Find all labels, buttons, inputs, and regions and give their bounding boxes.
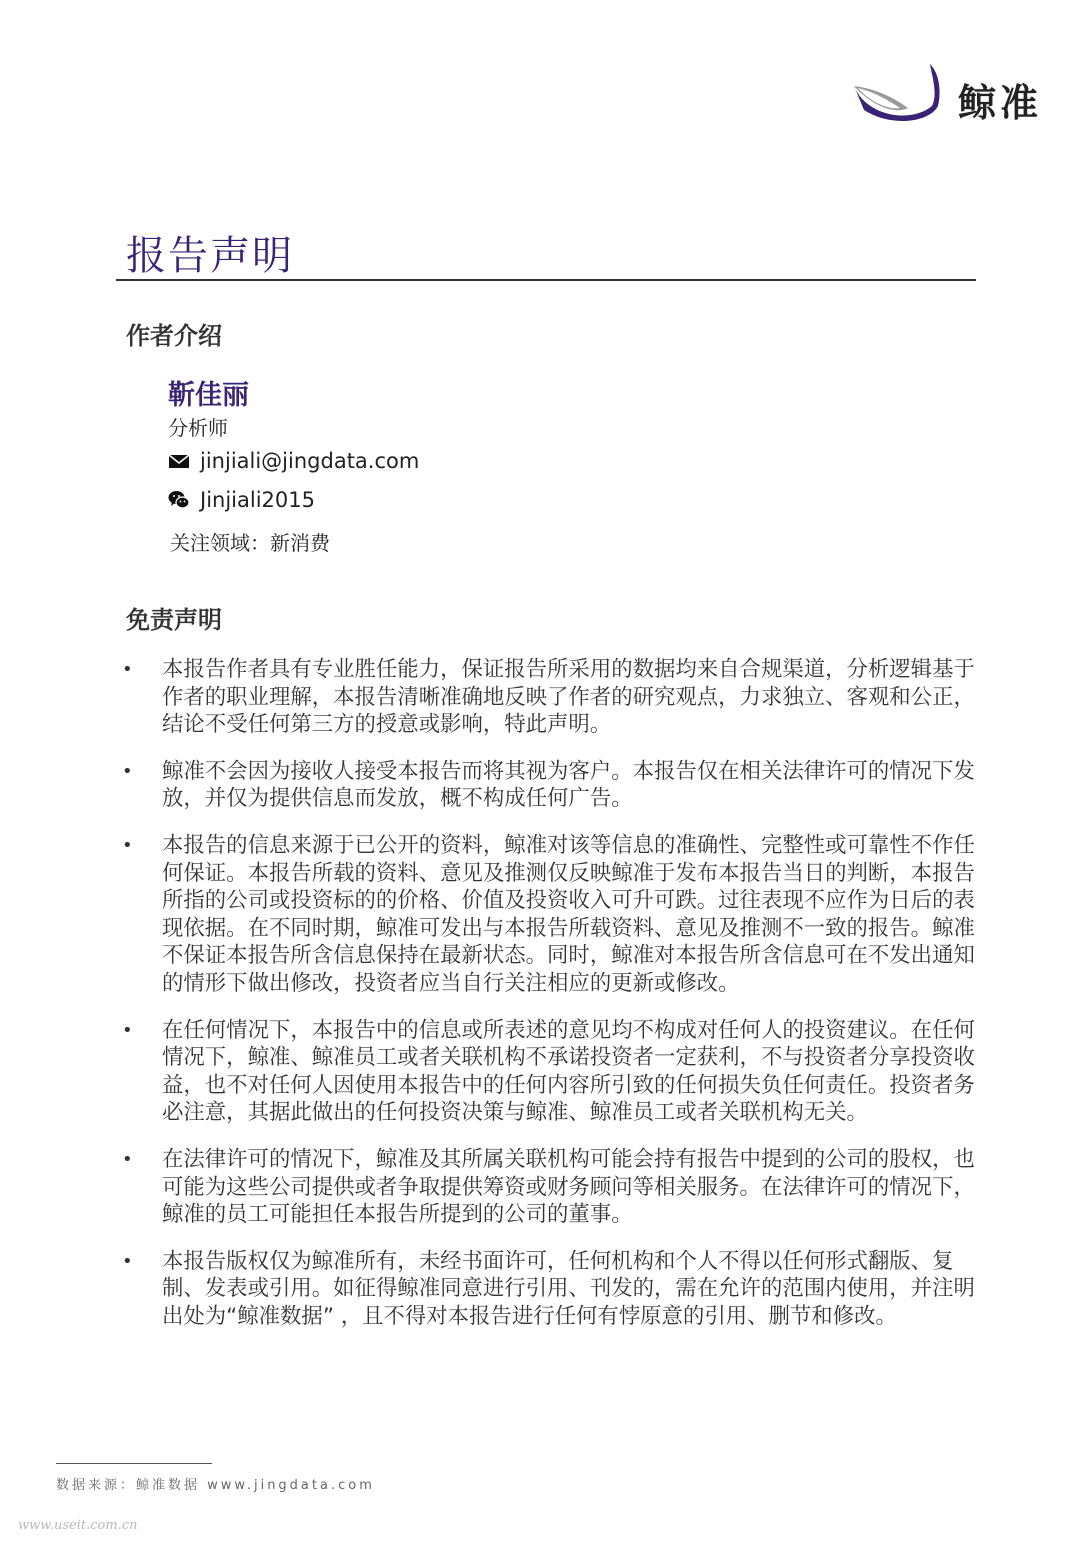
disclaimer-text: 本报告的信息来源于已公开的资料，鲸准对该等信息的准确性、完整性或可靠性不作任何保证。本报告所载的资料、意见及推测仅反映鲸准于发布本报告当日的判断，本报告所指的公司或投资标的的价格、价值及投资收入可升可跌。过往表现不应作为日后的表现依据。在不同时期，鲸准可发出与本报告所载资料、意见及推测不一致的报告。鲸准不保证本报告所含信息保持在最新状态。同时，鲸准对本报告所含信息可在不发出通知的情形下做出修改，投资者应当自行关注相应的更新或修改。 [162, 832, 975, 996]
whale-icon [852, 58, 952, 128]
disclaimer-text: 本报告作者具有专业胜任能力，保证报告所采用的数据均来自合规渠道，分析逻辑基于作者的职业理解，本报告清晰准确地反映了作者的研究观点，力求独立、客观和公正，结论不受任何第三方的授意或影响，特此声明。 [162, 657, 975, 738]
author-name: 靳佳丽 [168, 380, 249, 411]
author-wechat: Jinjiali2015 [200, 488, 315, 512]
wechat-icon [168, 489, 190, 511]
disclaimer-section-heading: 免责声明 [126, 606, 222, 634]
disclaimer-text: 本报告版权仅为鲸准所有，未经书面许可，任何机构和个人不得以任何形式翻版、复制、发表或引用。如征得鲸准同意进行引用、刊发的，需在允许的范围内使用，并注明出处为“鲸准数据” ，且不得对本报告进行任何有悖原意的引用、删节和修改。 [162, 1248, 975, 1329]
bullet-dot: • [122, 834, 133, 856]
bullet-dot: • [122, 1250, 133, 1272]
list-item [116, 1017, 976, 1127]
brand-logo [852, 58, 1052, 128]
list-item [116, 656, 976, 739]
list-item [116, 832, 976, 998]
bullet-dot: • [122, 1148, 133, 1170]
footer-source: 数据来源：鲸准数据 www.jingdata.com [56, 1478, 375, 1493]
author-section-heading: 作者介绍 [126, 322, 222, 350]
list-item [116, 1248, 976, 1331]
envelope-icon [168, 450, 190, 472]
disclaimer-text: 在任何情况下，本报告中的信息或所表述的意见均不构成对任何人的投资建议。在任何情况下，鲸准、鲸准员工或者关联机构不承诺投资者一定获利，不与投资者分享投资收益，也不对任何人因使用本报告中的任何内容所引致的任何损失负任何责任。投资者务必注意，其据此做出的任何投资决策与鲸准、鲸准员工或者关联机构无关。 [162, 1017, 975, 1126]
title-divider [116, 279, 976, 281]
footer-divider [56, 1463, 212, 1464]
disclaimer-list [116, 656, 976, 1349]
author-wechat-row [168, 487, 315, 513]
author-role: 分析师 [168, 416, 228, 440]
disclaimer-text: 在法律许可的情况下，鲸准及其所属关联机构可能会持有报告中提到的公司的股权，也可能为这些公司提供或者争取提供筹资或财务顾问等相关服务。在法律许可的情况下，鲸准的员工可能担任本报告所提到的公司的董事。 [162, 1146, 975, 1228]
author-email-row [168, 448, 419, 474]
list-item [116, 1146, 976, 1229]
author-focus: 关注领域：新消费 [170, 531, 330, 555]
bullet-dot: • [122, 760, 133, 782]
disclaimer-text: 鲸准不会因为接收人接受本报告而将其视为客户。本报告仅在相关法律许可的情况下发放，并仅为提供信息而发放，概不构成任何广告。 [162, 758, 975, 812]
brand-name: 鲸准 [958, 81, 1043, 125]
page-title: 报告声明 [126, 233, 294, 279]
watermark: www.useit.com.cn [18, 1518, 138, 1533]
list-item [116, 758, 976, 813]
author-email[interactable]: jinjiali@jingdata.com [200, 449, 420, 473]
bullet-dot: • [122, 659, 133, 680]
bullet-dot: • [122, 1019, 133, 1041]
